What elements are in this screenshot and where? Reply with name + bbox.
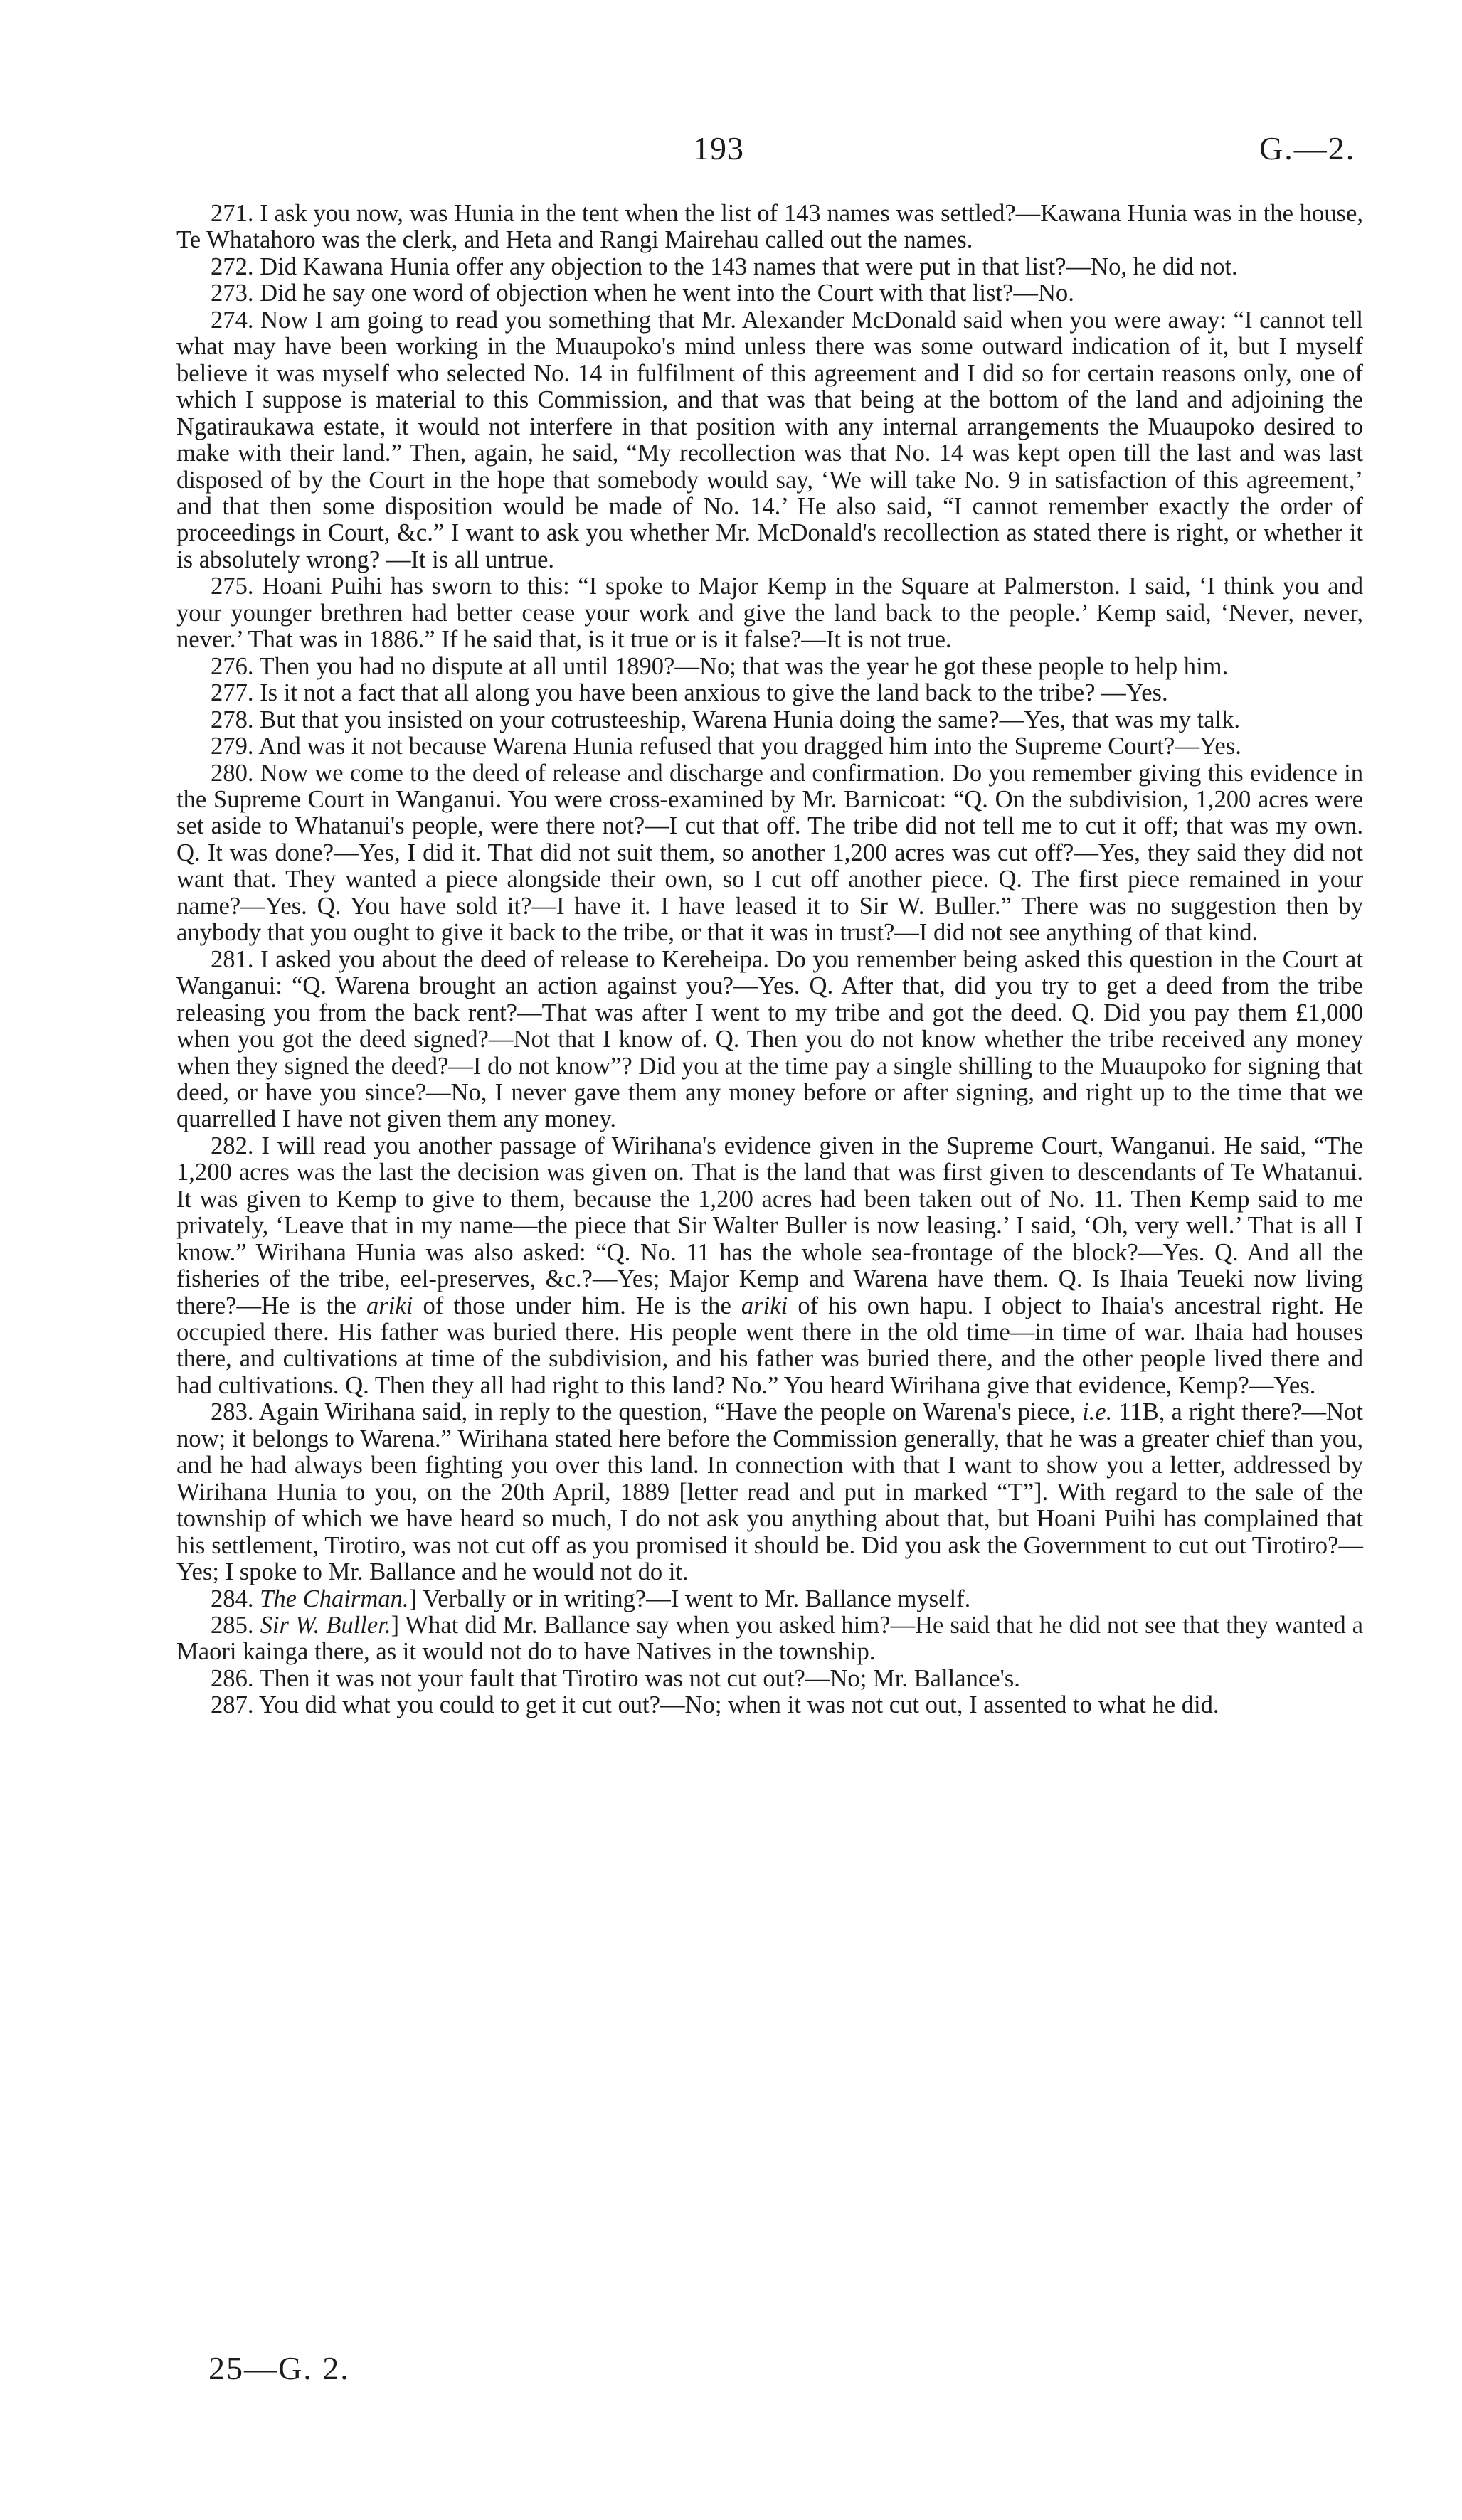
paragraph-text: ] What did Mr. Ballance say when you asked him?—He said that he did not see that they wanted a Maori kainga there, as it would not do to have Natives in the township. — [176, 1612, 1364, 1666]
paragraph-text: 275. Hoani Puihi has sworn to this: “I spoke to Major Kemp in the Square at Palmerston. I said, ‘I think you and your younger brethren had better cease your work and give the land back to the people.’ Kemp said, ‘Never, never, never.’ That was in 1886.” If he said that, is it true or is it false?—It is not true. — [176, 573, 1363, 654]
paragraph-text: 11B, a right there?—Not now; it belongs to Warena.” Wirihana stated here before the Commission generally, that he was a greater chief than you, and he had always been fighting you over this land. In connection with that I want to show you a letter, addressed by Wirihana Hunia to you, on the 20th April, 1889 [letter read and put in marked “T”]. With regard to the sale of the township of which we have heard so much, I do not ask you anything about that, but Hoani Puihi has complained that his settlement, Tirotiro, was not cut off as you promised it should be. Did you ask the Government to cut out Tirotiro?—Yes; I spoke to Mr. Ballance and he would not do it. — [176, 1398, 1363, 1586]
paragraph-text: 286. Then it was not your fault that Tirotiro was not cut out?—No; Mr. Ballance's. — [211, 1664, 1020, 1692]
italic-text: Sir W. Buller. — [260, 1612, 391, 1639]
paragraph-text: 272. Did Kawana Hunia offer any objection to the 143 names that were put in that list?—No, he did not. — [211, 252, 1238, 280]
paragraph — [176, 947, 1363, 1133]
paragraph-text: 278. But that you insisted on your cotrusteeship, Warena Hunia doing the same?—Yes, that was my talk. — [211, 706, 1241, 733]
paragraph-text: 283. Again Wirihana said, in reply to the question, “Have the people on Warena's piece, — [211, 1398, 1083, 1426]
paragraph — [176, 280, 1363, 307]
paragraph — [176, 1133, 1363, 1400]
paragraph-text: ] Verbally or in writing?—I went to Mr. Ballance myself. — [408, 1585, 971, 1612]
italic-text: ariki — [366, 1292, 413, 1319]
paragraph-text: 277. Is it not a fact that all along you have been anxious to give the land back to the tribe? —Yes. — [211, 679, 1168, 707]
paragraph-text: of those under him. He is the — [413, 1292, 741, 1319]
paragraph — [176, 707, 1363, 733]
paragraph-text: of his own hapu. I object to Ihaia's ancestral right. He occupied there. His father was buried there. His people went there in the old time—in time of war. Ihaia had houses there, and cultivations at time of the subdivision, and his father was buried there, and the other people lived there and had cultivations. Q. Then they all had right to this land? No.” You heard Wirihana give that evidence, Kemp?—Yes. — [176, 1292, 1363, 1399]
paragraph-text: 285. — [211, 1612, 260, 1639]
document-reference: G.—2. — [1259, 130, 1356, 166]
paragraph-text: 271. I ask you now, was Hunia in the tent when the list of 143 names was settled?—Kawana Hunia was in the house, Te Whatahoro was the clerk, and Heta and Rangi Mairehau called out the names. — [176, 200, 1363, 254]
paragraph — [176, 733, 1363, 760]
paragraph — [176, 254, 1363, 280]
italic-text: The Chairman. — [260, 1585, 409, 1612]
paragraph — [176, 201, 1363, 254]
paragraph — [176, 1586, 1363, 1612]
paragraph — [176, 1666, 1363, 1692]
paragraph — [176, 760, 1363, 947]
paragraph — [176, 307, 1363, 574]
paragraph-text: 273. Did he say one word of objection when he went into the Court with that list?—No. — [211, 280, 1074, 307]
paragraph — [176, 654, 1363, 680]
italic-text: i.e. — [1082, 1398, 1113, 1426]
paragraph-text: 282. I will read you another passage of Wirihana's evidence given in the Supreme Court, Wanganui. He said, “The 1,200 acres was the last the decision was given on. That is the land that was first given to descendants of Te Whatanui. It was given to Kemp to give to them, because the 1,200 acres had been taken out of No. 11. Then Kemp said to me privately, ‘Leave that in my name—the piece that Sir Walter Buller is now leasing.’ I said, ‘Oh, very well.’ That is all I know.” Wirihana Hunia was also asked: “Q. No. 11 has the whole sea-frontage of the block?—Yes. Q. And all the fisheries of the tribe, eel-preserves, &c.?—Yes; Major Kemp and Warena have them. Q. Is Ihaia Teueki now living there?—He is the — [176, 1132, 1363, 1319]
paragraph-text: 287. You did what you could to get it cut out?—No; when it was not cut out, I assented to what he did. — [211, 1691, 1219, 1719]
paragraph — [176, 573, 1363, 653]
italic-text: ariki — [741, 1292, 788, 1319]
body-text — [176, 201, 1363, 1719]
page-number: 193 — [693, 130, 744, 166]
paragraph-text: 274. Now I am going to read you something that Mr. Alexander McDonald said when you were away: “I cannot tell what may have been working in the Muaupoko's mind unless there was some outward indication of it, but I myself believe it was myself who selected No. 14 in fulfilment of this agreement and I did so for certain reasons only, one of which I suppose is material to this Commission, and that was that being at the bottom of the land and adjoining the Ngatiraukawa estate, it would not interfere in that position with any internal arrangements the Muaupoko desired to make with their land.” Then, again, he said, “My recollection was that No. 14 was kept open till the last and was last disposed of by the Court in the hope that somebody would say, ‘We will take No. 9 in satisfaction of this agreement,’ and that then some disposition would be made of No. 14.’ He also said, “I cannot remember exactly the order of proceedings in Court, &c.” I want to ask you whether Mr. McDonald's recollection as stated there is right, or whether it is absolutely wrong? —It is all untrue. — [176, 306, 1363, 573]
paragraph-text: 281. I asked you about the deed of release to Kereheipa. Do you remember being asked this question in the Court at Wanganui: “Q. Warena brought an action against you?—Yes. Q. After that, did you try to get a deed from the tribe releasing you from the back rent?—That was after I went to my tribe and got the deed. Q. Did you pay them £1,000 when you got the deed signed?—Not that I know of. Q. Then you do not know whether the tribe received any money when they signed the deed?—I do not know”? Did you at the time pay a single shilling to the Muaupoko for signing that deed, or have you since?—No, I never gave them any money before or after signing, and right up to the time that we quarrelled I have not given them any money. — [176, 945, 1363, 1133]
paragraph-text: 284. — [211, 1585, 260, 1612]
paragraph-text: 279. And was it not because Warena Hunia refused that you dragged him into the Supreme Court?—Yes. — [211, 733, 1241, 760]
signature-mark: 25—G. 2. — [208, 2350, 350, 2386]
paragraph — [176, 680, 1363, 706]
paragraph — [176, 1612, 1363, 1666]
paragraph — [176, 1399, 1363, 1585]
paragraph — [176, 1692, 1363, 1718]
paragraph-text: 276. Then you had no dispute at all until 1890?—No; that was the year he got these people to help him. — [211, 652, 1229, 680]
paragraph-text: 280. Now we come to the deed of release and discharge and confirmation. Do you remember giving this evidence in the Supreme Court in Wanganui. You were cross-examined by Mr. Barnicoat: “Q. On the subdivision, 1,200 acres were set aside to Whatanui's people, were there not?—I cut that off. The tribe did not tell me to cut it off; that was my own. Q. It was done?—Yes, I did it. That did not suit them, so another 1,200 acres was cut off?—Yes, they said they did not want that. They wanted a piece alongside their own, so I cut off another piece. Q. The first piece remained in your name?—Yes. Q. You have sold it?—I have it. I have leased it to Sir W. Buller.” There was no suggestion then by anybody that you ought to give it back to the tribe, or that it was in trust?—I did not see anything of that kind. — [176, 759, 1363, 947]
